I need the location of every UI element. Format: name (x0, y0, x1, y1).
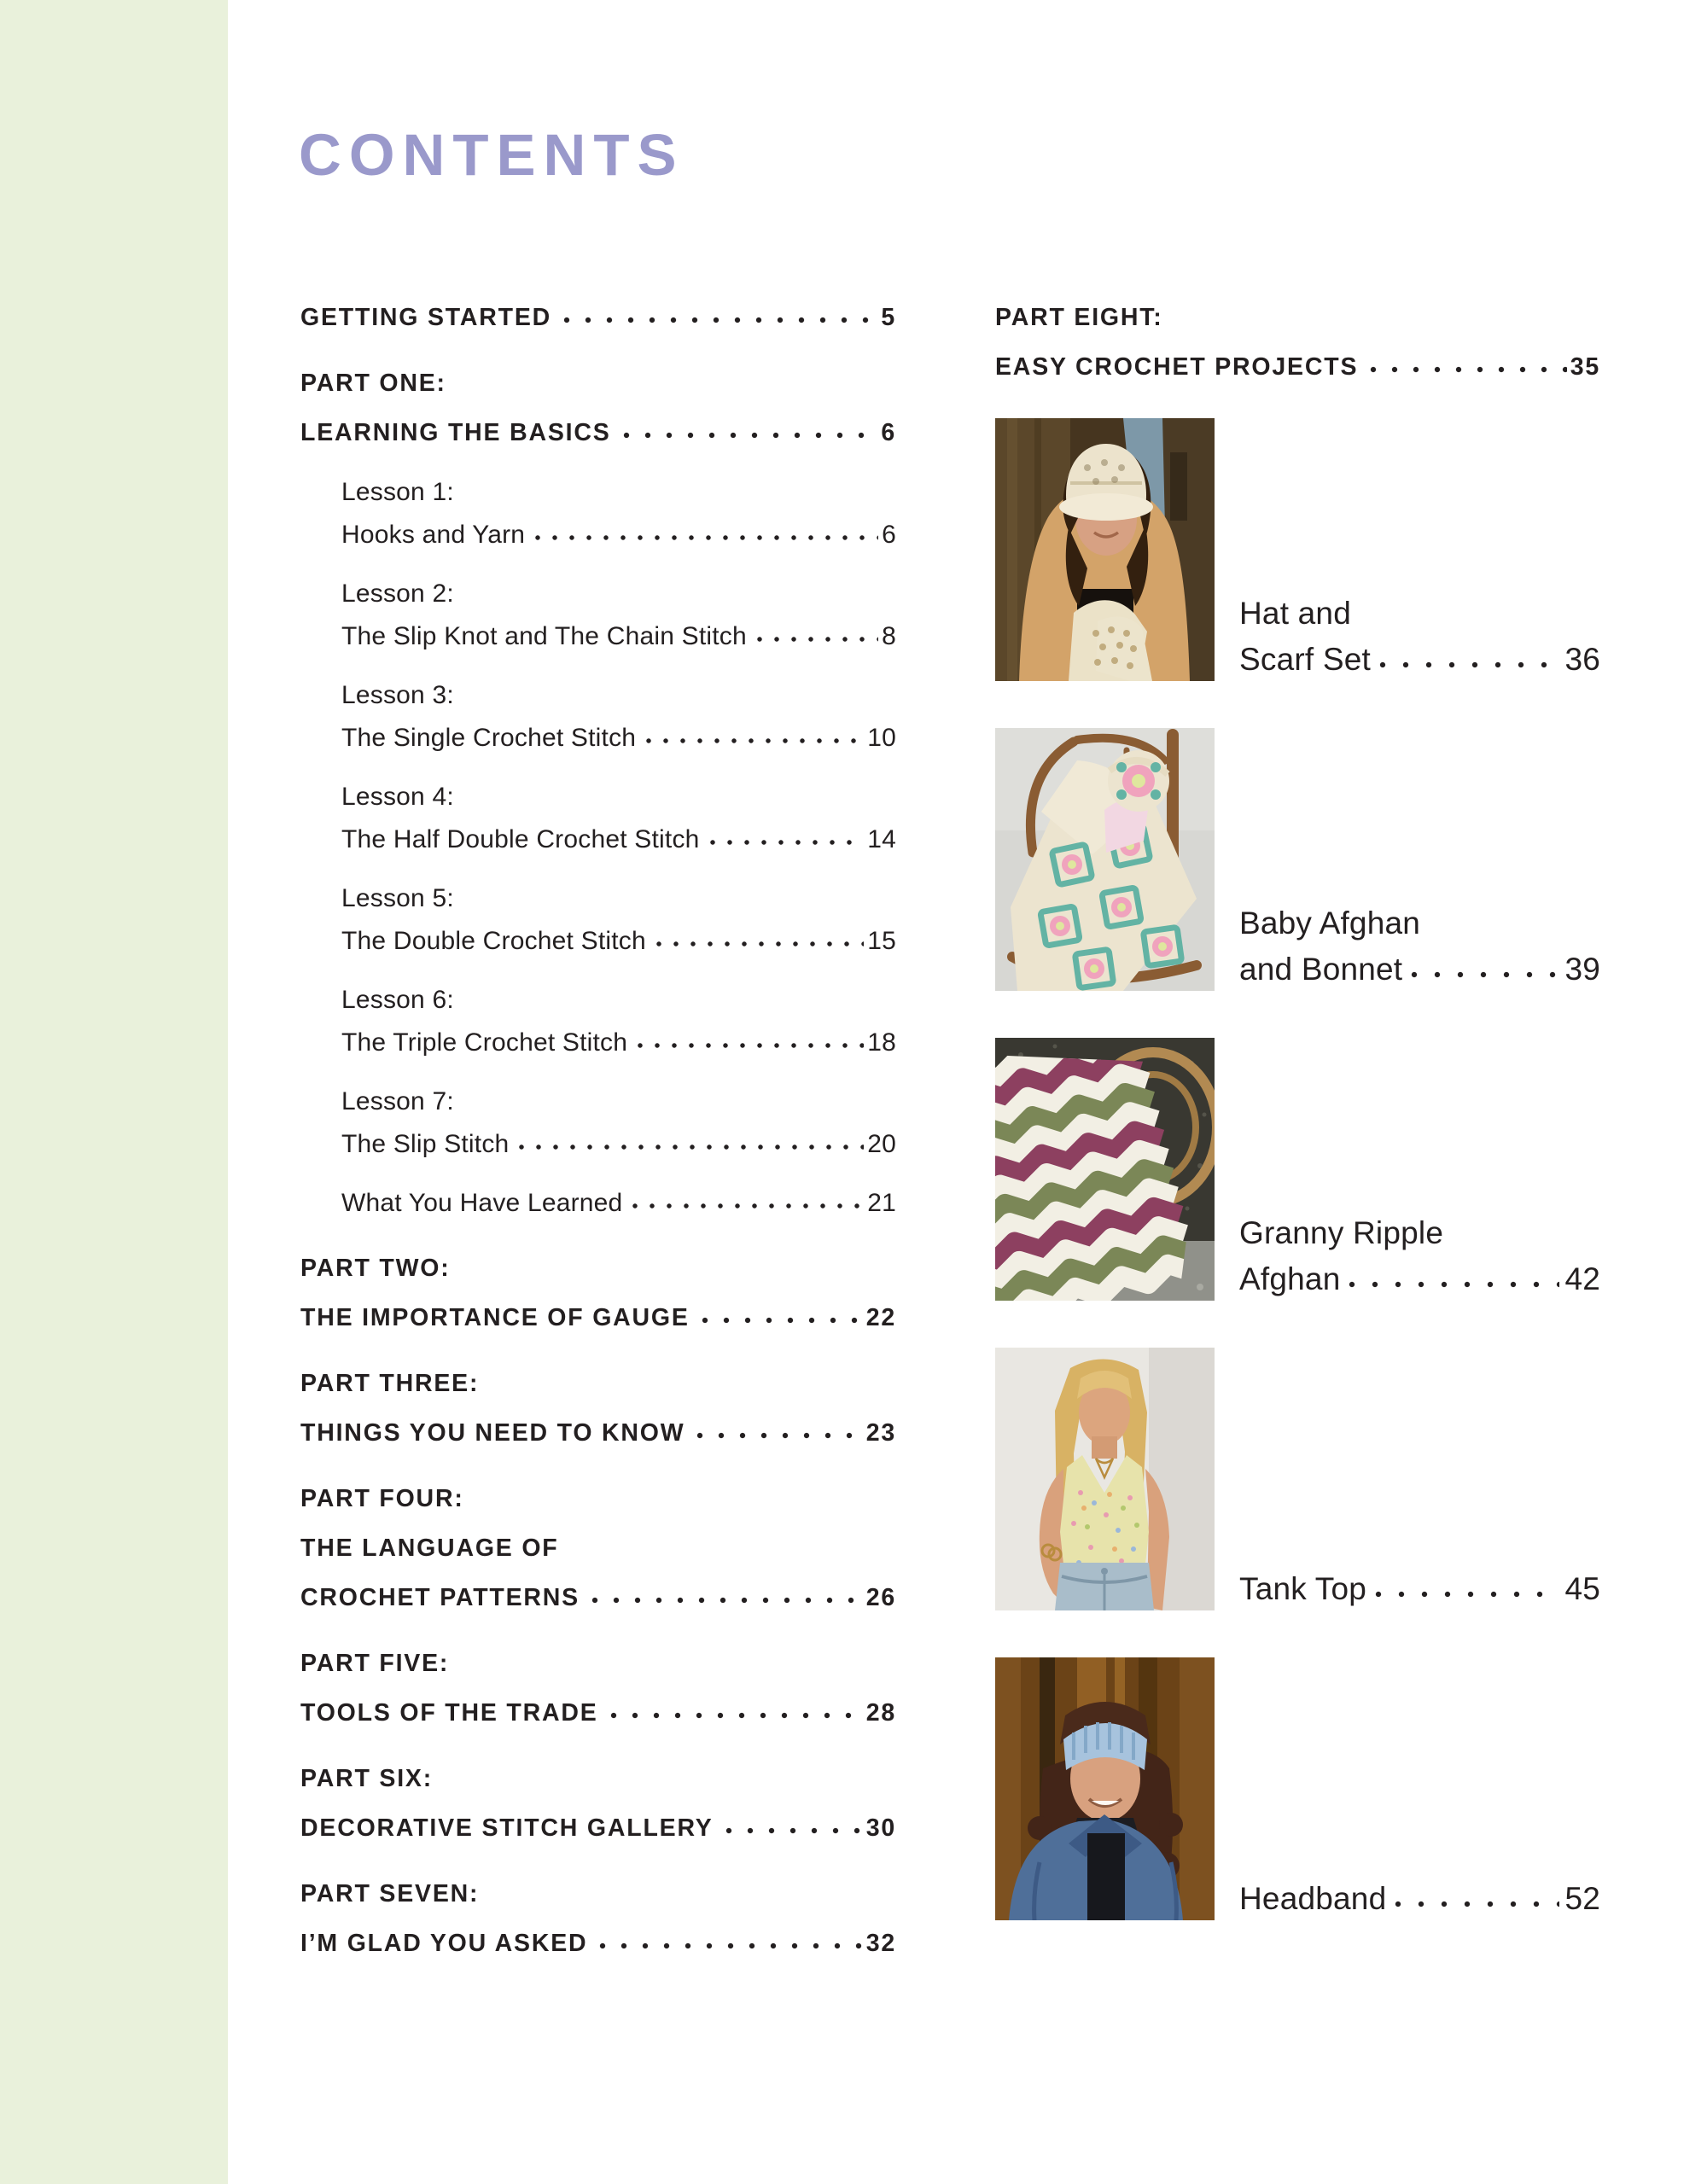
toc-line (1239, 1203, 1600, 1249)
toc-line (341, 810, 896, 853)
dot-leader (638, 1042, 864, 1049)
toc-line (341, 1115, 896, 1157)
toc-label: The Slip Knot and The Chain Stitch (341, 621, 747, 650)
project-caption (1239, 1869, 1600, 1915)
baby-afghan-photo (995, 728, 1215, 991)
toc-line (341, 1072, 896, 1115)
page-number: 35 (1570, 353, 1600, 381)
toc-line (1239, 940, 1600, 986)
toc-line (300, 1232, 896, 1282)
dot-leader (1349, 1281, 1559, 1288)
dot-leader (610, 1712, 863, 1719)
project-row (995, 1038, 1600, 1301)
toc-label: I’M GLAD YOU ASKED (300, 1930, 588, 1958)
dot-leader (1375, 1591, 1559, 1598)
headband-photo (995, 1657, 1215, 1920)
toc-entry (300, 564, 896, 649)
hat-and-scarf-photo (995, 418, 1215, 681)
toc-label: CROCHET PATTERNS (300, 1584, 580, 1612)
toc-label: The Double Crochet Stitch (341, 926, 646, 955)
toc-line (341, 607, 896, 649)
page-number: 10 (867, 723, 896, 752)
granny-ripple-afghan-photo (995, 1038, 1215, 1301)
toc-label: THE LANGUAGE OF (300, 1535, 559, 1563)
toc-line (300, 282, 896, 331)
toc-line (300, 1858, 896, 1907)
toc-entry (300, 1232, 896, 1331)
toc-label: PART THREE: (300, 1370, 480, 1398)
page-number: 8 (882, 621, 896, 650)
project-row (995, 1657, 1600, 1920)
page-title: CONTENTS (299, 122, 685, 188)
toc-entry (300, 1858, 896, 1957)
toc-label: Granny Ripple (1239, 1214, 1444, 1250)
project-caption (1239, 584, 1600, 676)
project-caption (1239, 1559, 1600, 1605)
toc-line (995, 331, 1600, 381)
toc-line (300, 397, 896, 446)
project-caption-entry (1239, 894, 1600, 986)
toc-label: The Triple Crochet Stitch (341, 1028, 628, 1057)
project-caption (1239, 1203, 1600, 1296)
dot-leader (623, 432, 878, 439)
toc-entry (300, 666, 896, 751)
toc-entry (300, 1463, 896, 1611)
toc-entry (300, 282, 896, 331)
dot-leader (646, 737, 864, 744)
toc-label: Lesson 3: (341, 680, 454, 709)
page-number: 5 (881, 304, 896, 332)
toc-label: PART SIX: (300, 1765, 434, 1793)
toc-entry (300, 1628, 896, 1727)
toc-label: The Half Double Crochet Stitch (341, 824, 700, 853)
toc-line (300, 1348, 896, 1397)
toc-line (341, 767, 896, 810)
toc-entry (300, 463, 896, 548)
toc-label: Hat and (1239, 595, 1351, 631)
toc-entry (300, 1743, 896, 1842)
project-caption (1239, 894, 1600, 986)
dot-leader (1379, 661, 1559, 668)
toc-label: TOOLS OF THE TRADE (300, 1699, 598, 1727)
project-list (995, 418, 1600, 1920)
page-number: 28 (865, 1699, 896, 1727)
toc-label: Tank Top (1239, 1570, 1367, 1606)
toc-label: Hooks and Yarn (341, 520, 526, 549)
toc-entry (300, 970, 896, 1056)
toc-left-column (300, 282, 896, 1973)
project-row (995, 1348, 1600, 1610)
toc-label: The Single Crochet Stitch (341, 723, 637, 752)
project-caption-entry (1239, 1203, 1600, 1296)
toc-line (341, 911, 896, 954)
dot-leader (725, 1827, 863, 1834)
toc-line (300, 1677, 896, 1727)
project-row (995, 728, 1600, 991)
toc-line (300, 1463, 896, 1512)
toc-label: Baby Afghan (1239, 905, 1421, 941)
toc-label: THE IMPORTANCE OF GAUGE (300, 1304, 690, 1332)
dot-leader (1411, 971, 1559, 978)
toc-line (300, 347, 896, 397)
toc-label: PART FOUR: (300, 1485, 464, 1513)
dot-leader (535, 534, 878, 541)
dot-leader (519, 1144, 864, 1150)
page-number: 14 (867, 824, 896, 853)
toc-label: Headband (1239, 1880, 1387, 1916)
dot-leader (1370, 366, 1566, 373)
toc-label: THINGS YOU NEED TO KNOW (300, 1419, 685, 1447)
project-row (995, 418, 1600, 681)
page-number: 42 (1564, 1261, 1600, 1296)
dot-leader (1395, 1901, 1559, 1907)
left-margin-stripe (0, 0, 228, 2184)
page-number: 45 (1564, 1570, 1600, 1606)
dot-leader (702, 1317, 863, 1324)
toc-entry (300, 1072, 896, 1157)
toc-line (1239, 630, 1600, 676)
toc-label: Lesson 1: (341, 477, 454, 506)
toc-line (300, 1562, 896, 1611)
dot-leader (599, 1942, 862, 1949)
toc-line (995, 282, 1600, 331)
dot-leader (632, 1203, 864, 1209)
toc-right-column (995, 282, 1600, 1967)
toc-label: Lesson 7: (341, 1086, 454, 1115)
dot-leader (591, 1597, 863, 1604)
toc-label: What You Have Learned (341, 1188, 623, 1217)
dot-leader (757, 636, 878, 643)
page-number: 39 (1564, 951, 1600, 987)
toc-line (300, 1792, 896, 1842)
toc-line (300, 1907, 896, 1957)
toc-label: and Bonnet (1239, 951, 1403, 987)
tank-top-photo (995, 1348, 1215, 1610)
toc-entry (300, 1348, 896, 1447)
page-number: 32 (865, 1930, 896, 1958)
project-caption-entry (1239, 1869, 1600, 1915)
toc-line (341, 564, 896, 607)
toc-line (341, 463, 896, 505)
page-number: 15 (867, 926, 896, 955)
toc-label: PART ONE: (300, 370, 446, 398)
toc-label: DECORATIVE STITCH GALLERY (300, 1814, 714, 1843)
toc-line (341, 708, 896, 751)
page-number: 6 (881, 419, 896, 447)
toc-line (300, 1512, 896, 1562)
toc-label: Lesson 2: (341, 579, 454, 608)
toc-entry (300, 767, 896, 853)
dot-leader (563, 317, 877, 323)
page-number: 18 (867, 1028, 896, 1057)
toc-line (341, 970, 896, 1013)
toc-label: Lesson 6: (341, 985, 454, 1014)
page-number: 22 (865, 1304, 896, 1332)
toc-label: PART FIVE: (300, 1650, 450, 1678)
page-number: 23 (865, 1419, 896, 1447)
toc-label: LEARNING THE BASICS (300, 419, 611, 447)
toc-entry (300, 347, 896, 446)
page-number: 21 (867, 1188, 896, 1217)
toc-label: GETTING STARTED (300, 304, 552, 332)
page-number: 36 (1564, 641, 1600, 677)
toc-entry (300, 1174, 896, 1216)
dot-leader (656, 941, 864, 947)
toc-line (341, 869, 896, 911)
page-number: 20 (867, 1129, 896, 1158)
toc-line (341, 505, 896, 548)
page-number: 52 (1564, 1880, 1600, 1916)
toc-entry-part-eight (995, 282, 1600, 381)
toc-line (1239, 584, 1600, 630)
dot-leader (710, 839, 865, 846)
page-number: 30 (865, 1814, 896, 1843)
toc-line (341, 666, 896, 708)
toc-line (1239, 894, 1600, 940)
toc-line (300, 1282, 896, 1331)
toc-line (1239, 1249, 1600, 1296)
dot-leader (696, 1432, 862, 1439)
toc-label: PART TWO: (300, 1255, 451, 1283)
toc-label: The Slip Stitch (341, 1129, 510, 1158)
toc-label: PART EIGHT: (995, 304, 1163, 332)
toc-line (341, 1013, 896, 1056)
toc-line (300, 1628, 896, 1677)
project-caption-entry (1239, 584, 1600, 676)
toc-label: Lesson 4: (341, 782, 454, 811)
toc-line (1239, 1869, 1600, 1915)
project-caption-entry (1239, 1559, 1600, 1605)
toc-label: Afghan (1239, 1261, 1341, 1296)
toc-line (300, 1397, 896, 1447)
toc-label: Scarf Set (1239, 641, 1371, 677)
toc-line (341, 1174, 896, 1216)
toc-label: PART SEVEN: (300, 1880, 480, 1908)
page-number: 6 (882, 520, 896, 549)
toc-entry-part-eight (995, 282, 1600, 381)
page-number: 26 (865, 1584, 896, 1612)
toc-label: Lesson 5: (341, 883, 454, 912)
toc-line (1239, 1559, 1600, 1605)
toc-line (300, 1743, 896, 1792)
toc-label: EASY CROCHET PROJECTS (995, 353, 1359, 381)
toc-entry (300, 869, 896, 954)
